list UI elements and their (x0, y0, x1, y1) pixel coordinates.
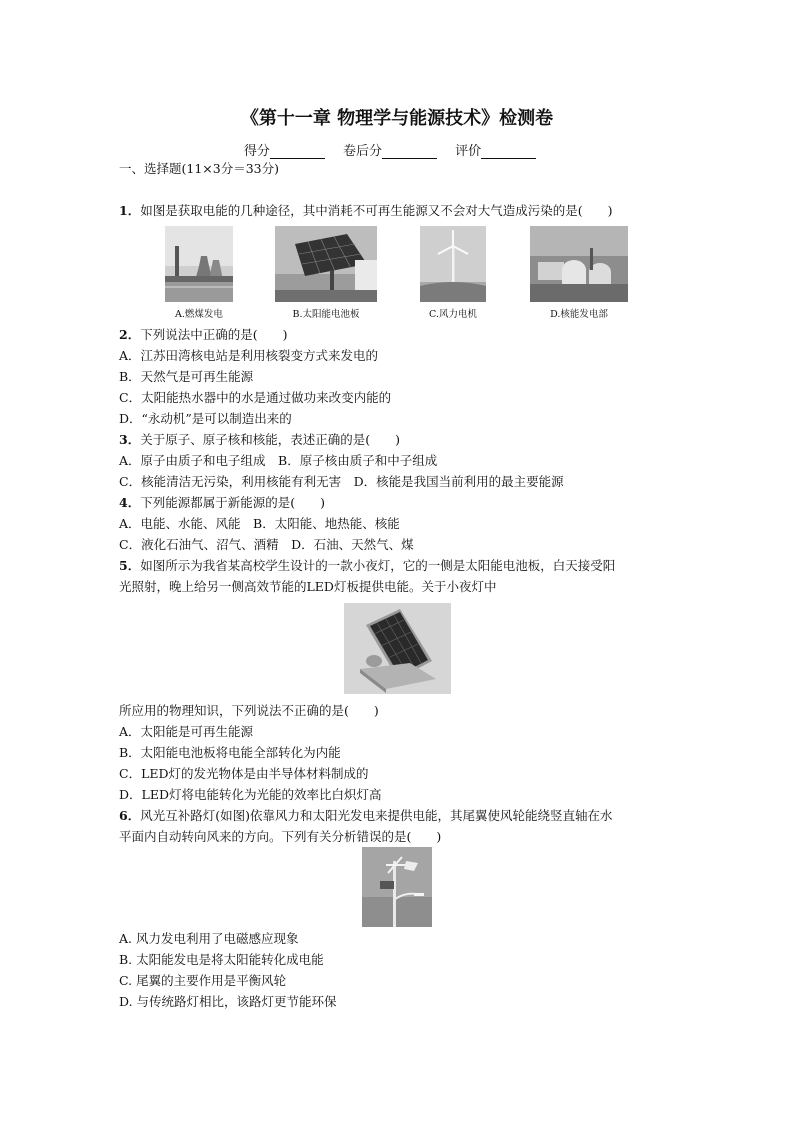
question-text: 风光互补路灯(如图)依靠风力和太阳光发电来提供电能，其尾翼使风轮能绕竖直轴在水 (140, 808, 613, 823)
wind-turbine-photo (420, 226, 486, 302)
nuclear-plant-photo (530, 226, 628, 302)
option: D. 与传统路灯相比，该路灯更节能环保 (119, 994, 337, 1009)
option: A．太阳能是可再生能源 (119, 724, 254, 739)
option: D．“永动机”是可以制造出来的 (119, 411, 292, 426)
option: B. 太阳能发电是将太阳能转化成电能 (119, 952, 324, 967)
evaluation-blank (481, 145, 536, 159)
option: A．原子由质子和电子组成 B．原子核由质子和中子组成 (119, 453, 438, 468)
evaluation-label: 评价 (455, 144, 482, 159)
option: C．核能清洁无污染，利用核能有利无害 D．核能是我国当前利用的最主要能源 (119, 474, 564, 489)
score-line (0, 140, 794, 159)
night-light-photo (344, 603, 451, 694)
option: A. 风力发电利用了电磁感应现象 (119, 931, 299, 946)
score-label: 得分 (243, 144, 270, 159)
question-text: 如图是获取电能的几种途径，其中消耗不可再生能源又不会对大气造成污染的是( ) (140, 203, 613, 218)
question-2 (119, 325, 287, 345)
caption-b: B.太阳能电池板 (292, 309, 360, 320)
question-number: 5． (119, 558, 141, 573)
question-text: 如图所示为我省某高校学生设计的一款小夜灯，它的一侧是太阳能电池板，白天接受阳 (140, 558, 616, 573)
option: B．太阳能电池板将电能全部转化为内能 (119, 745, 341, 760)
question-text-continued: 平面内自动转向风来的方向。下列有关分析错误的是( ) (119, 829, 442, 844)
post-score-blank (382, 145, 437, 159)
option: A．电能、水能、风能 B．太阳能、地热能、核能 (119, 516, 400, 531)
question-number: 1． (119, 203, 141, 218)
wind-solar-streetlight-photo (362, 847, 432, 927)
question-4 (119, 493, 325, 513)
power-plant-photo (165, 226, 233, 302)
question-text: 下列说法中正确的是( ) (140, 327, 288, 342)
question-text: 关于原子、原子核和核能，表述正确的是( ) (140, 432, 400, 447)
solar-panel-photo (275, 226, 377, 302)
option: C．太阳能热水器中的水是通过做功来改变内能的 (119, 390, 392, 405)
question-text-continued: 所应用的物理知识，下列说法不正确的是( ) (119, 703, 379, 718)
question-number: 3． (119, 432, 141, 447)
option: A．江苏田湾核电站是利用核裂变方式来发电的 (119, 348, 379, 363)
question-6 (119, 806, 612, 826)
caption-a: A.燃煤发电 (175, 309, 223, 320)
option: C. 尾翼的主要作用是平衡风轮 (119, 973, 287, 988)
question-text: 下列能源都属于新能源的是( ) (140, 495, 325, 510)
question-1 (119, 201, 612, 221)
post-score-label: 卷后分 (342, 144, 382, 159)
option: B．天然气是可再生能源 (119, 369, 254, 384)
option: C．LED灯的发光物体是由半导体材料制成的 (119, 766, 369, 781)
caption-c: C.风力电机 (429, 309, 477, 320)
score-blank (270, 145, 325, 159)
option: C．液化石油气、沼气、酒精 D．石油、天然气、煤 (119, 537, 414, 552)
question-number: 6． (119, 808, 141, 823)
question-3 (119, 430, 400, 450)
option: D．LED灯将电能转化为光能的效率比白炽灯高 (119, 787, 382, 802)
question-number: 2． (119, 327, 141, 342)
page-title: 《第十一章 物理学与能源技术》检测卷 (240, 108, 554, 129)
question-text-continued: 光照射，晚上给另一侧高效节能的LED灯板提供电能。关于小夜灯中 (119, 579, 497, 594)
section-heading: 一、选择题(11×3分＝33分) (119, 161, 279, 176)
question-5 (119, 556, 615, 576)
caption-d: D.核能发电部 (550, 309, 608, 320)
question-number: 4． (119, 495, 141, 510)
